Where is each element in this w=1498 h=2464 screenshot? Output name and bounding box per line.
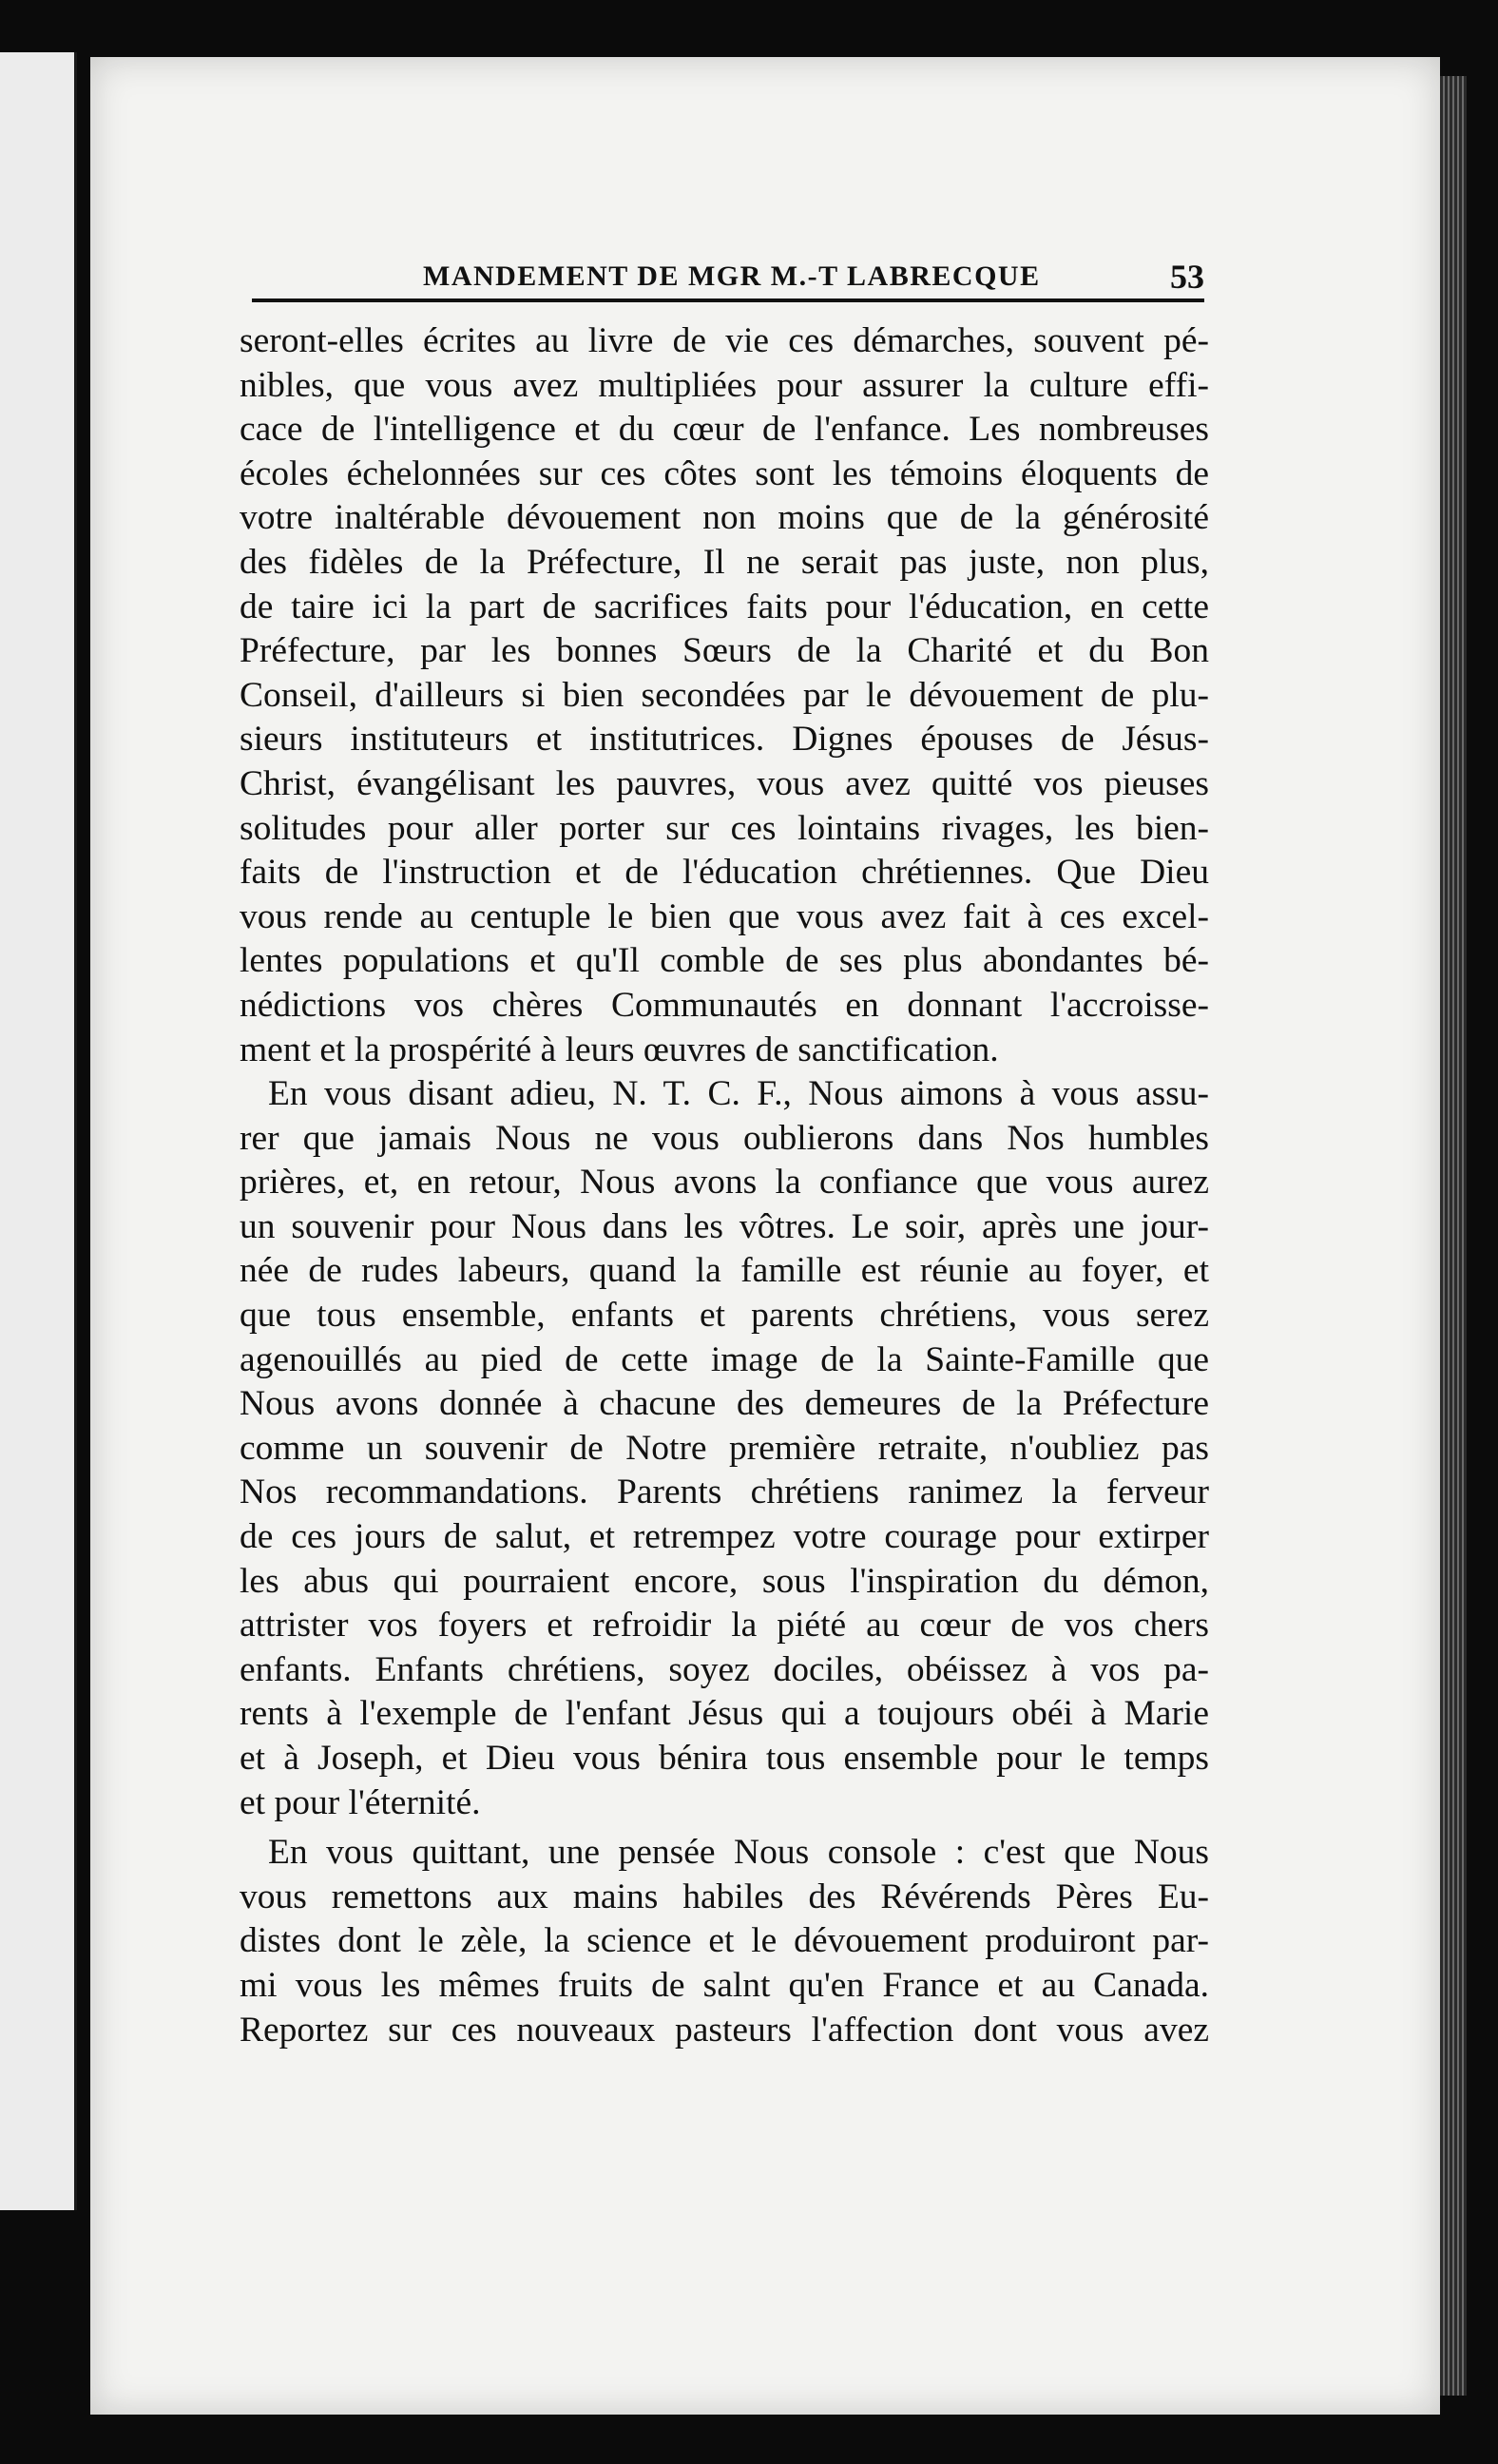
text-line: En vous disant adieu, N. T. C. F., Nous aimons à vous assu- (268, 1074, 1209, 1114)
text-line: agenouillés au pied de cette image de la Sainte-Famille que (240, 1339, 1209, 1379)
text-line: Nous avons donnée à chacune des demeures de la Préfecture (240, 1384, 1209, 1424)
text-line: cace de l'intelligence et du cœur de l'enfance. Les nombreuses (240, 410, 1209, 450)
text-line: solitudes pour aller porter sur ces lointains rivages, les bien- (240, 808, 1209, 848)
text-line: lentes populations et qu'Il comble de ses plus abondantes bé- (240, 941, 1209, 981)
text-line: Reportez sur ces nouveaux pasteurs l'affection dont vous avez (240, 2010, 1209, 2050)
adjacent-page-edge (0, 52, 77, 2210)
text-line: seront-elles écrites au livre de vie ces démarches, souvent pé- (240, 321, 1209, 360)
text-line: née de rudes labeurs, quand la famille est réunie au foyer, et (240, 1251, 1209, 1291)
text-line: de taire ici la part de sacrifices faits pour l'éducation, en cette (240, 587, 1209, 626)
body-text (240, 319, 1209, 2052)
text-line: enfants. Enfants chrétiens, soyez dociles, obéissez à vos pa- (240, 1649, 1209, 1689)
text-line: sieurs instituteurs et institutrices. Dignes épouses de Jésus- (240, 720, 1209, 760)
text-line: rer que jamais Nous ne vous oublierons dans Nos humbles (240, 1118, 1209, 1158)
text-line: nibles, que vous avez multipliées pour assurer la culture effi- (240, 365, 1209, 405)
text-line: ment et la prospérité à leurs œuvres de sanctification. (240, 1030, 999, 1069)
text-line: prières, et, en retour, Nous avons la confiance que vous aurez (240, 1163, 1209, 1203)
text-line: attrister vos foyers et refroidir la piété au cœur de vos chers (240, 1606, 1209, 1646)
text-line: que tous ensemble, enfants et parents chrétiens, vous serez (240, 1296, 1209, 1336)
running-head: MANDEMENT DE MGR M.-T LABRECQUE (423, 260, 1041, 292)
text-line: vous remettons aux mains habiles des Révérends Pères Eu- (240, 1877, 1209, 1916)
page-header (252, 257, 1204, 300)
text-line: Conseil, d'ailleurs si bien secondées par le dévouement de plu- (240, 675, 1209, 715)
text-line: distes dont le zèle, la science et le dévouement produiront par- (240, 1921, 1209, 1961)
text-line: Nos recommandations. Parents chrétiens ranimez la ferveur (240, 1473, 1209, 1512)
header-rule (252, 298, 1204, 302)
text-line: comme un souvenir de Notre première retraite, n'oubliez pas (240, 1428, 1209, 1468)
text-line: nédictions vos chères Communautés en donnant l'accroisse- (240, 985, 1209, 1025)
text-line: de ces jours de salut, et retrempez votre courage pour extirper (240, 1517, 1209, 1557)
text-line: mi vous les mêmes fruits de salnt qu'en France et au Canada. (240, 1965, 1209, 2005)
text-line: des fidèles de la Préfecture, Il ne serait pas juste, non plus, (240, 542, 1209, 582)
text-line: rents à l'exemple de l'enfant Jésus qui a toujours obéi à Marie (240, 1694, 1209, 1734)
text-line: votre inaltérable dévouement non moins que de la générosité (240, 498, 1209, 538)
text-line: un souvenir pour Nous dans les vôtres. Le soir, après une jour- (240, 1206, 1209, 1246)
text-line: et pour l'éternité. (240, 1782, 481, 1822)
text-line: les abus qui pourraient encore, sous l'inspiration du démon, (240, 1561, 1209, 1601)
text-line: vous rende au centuple le bien que vous avez fait à ces excel- (240, 896, 1209, 936)
text-line: Christ, évangélisant les pauvres, vous avez quitté vos pieuses (240, 763, 1209, 803)
text-line: Préfecture, par les bonnes Sœurs de la Charité et du Bon (240, 631, 1209, 671)
page-number: 53 (1170, 258, 1204, 296)
text-line: faits de l'instruction et de l'éducation chrétiennes. Que Dieu (240, 853, 1209, 893)
text-line: En vous quittant, une pensée Nous console : c'est que Nous (268, 1833, 1209, 1873)
text-line: et à Joseph, et Dieu vous bénira tous ensemble pour le temps (240, 1739, 1209, 1778)
text-line: écoles échelonnées sur ces côtes sont les témoins éloquents de (240, 453, 1209, 493)
